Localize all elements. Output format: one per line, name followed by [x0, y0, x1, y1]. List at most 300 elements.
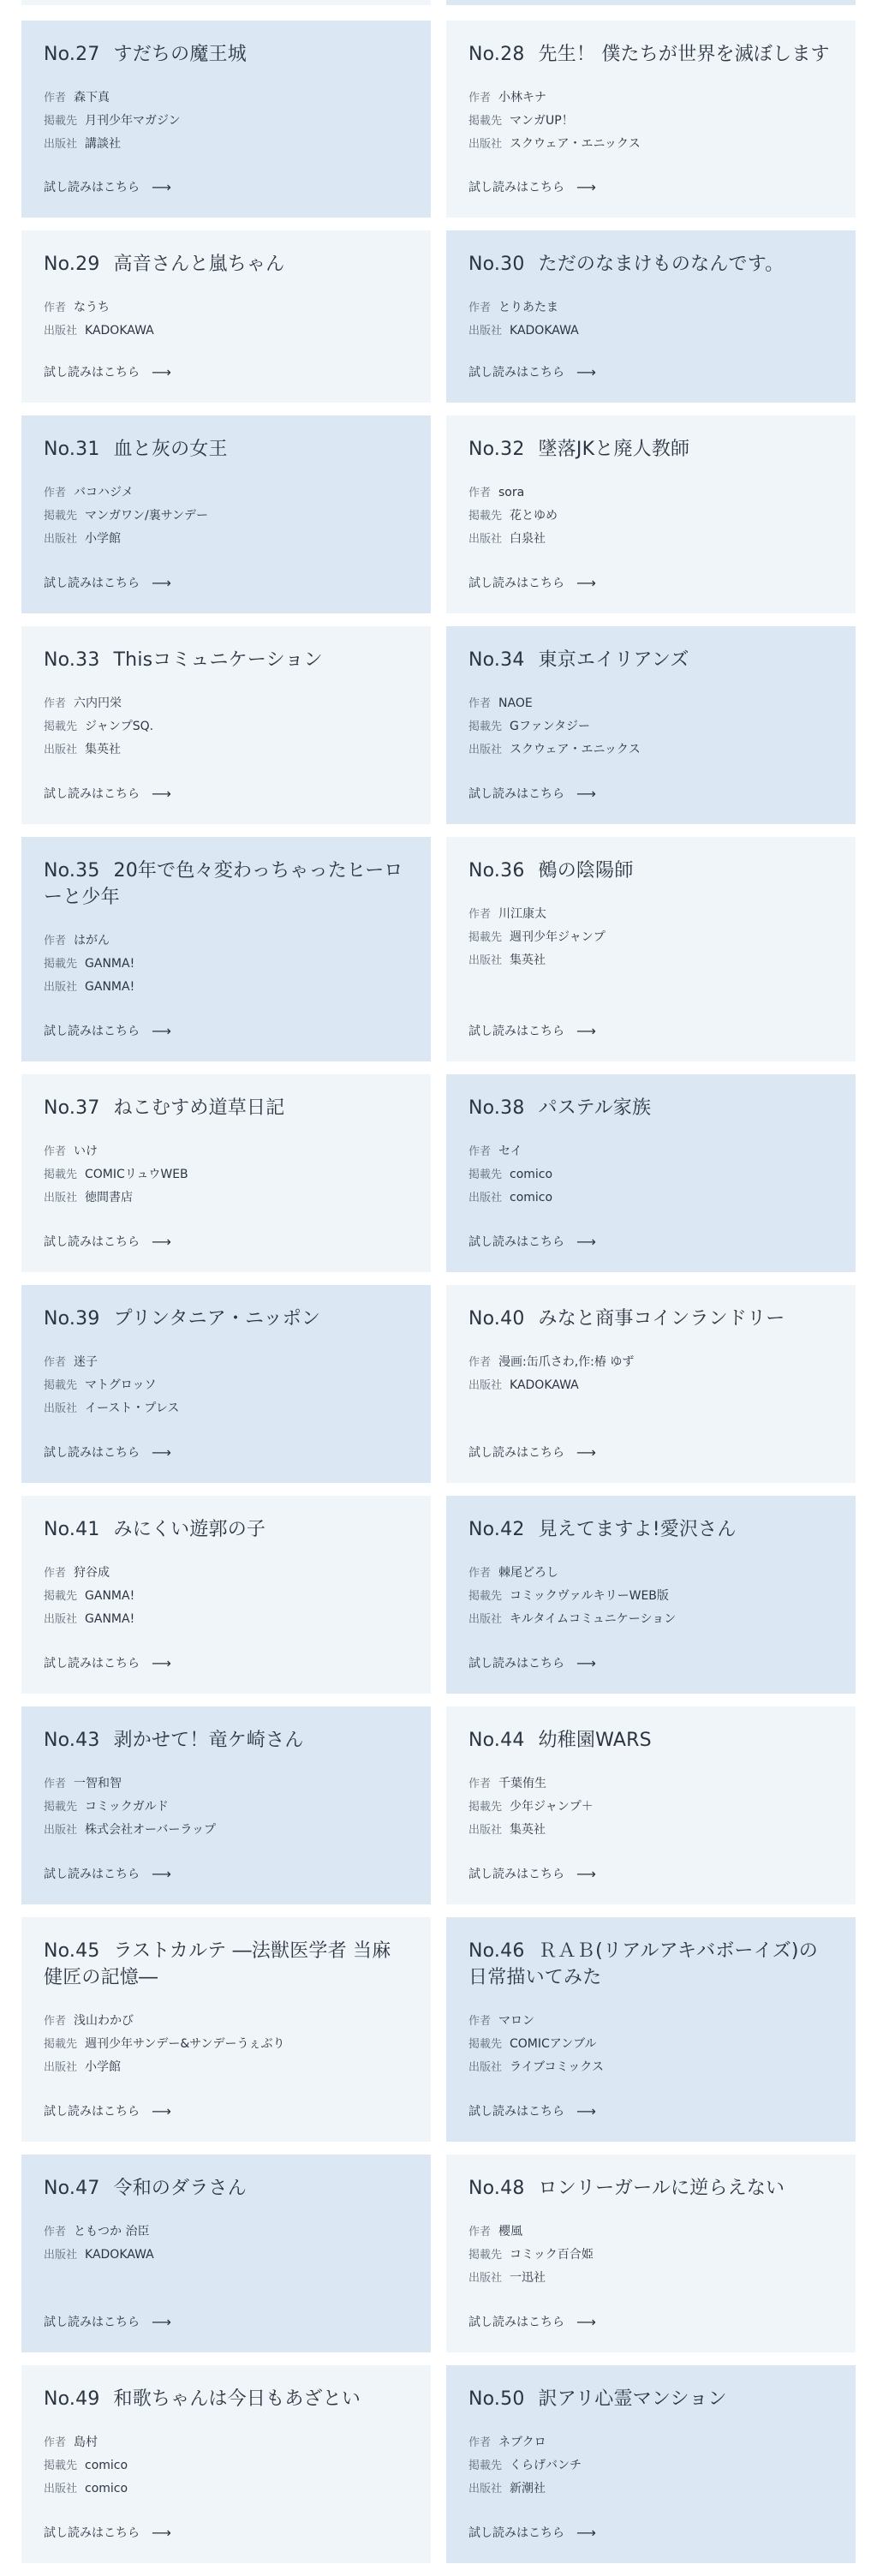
meta-value: 集英社 — [85, 743, 122, 756]
manga-card — [446, 837, 856, 1061]
meta-row — [468, 2244, 833, 2267]
meta-row — [44, 976, 409, 999]
trial-read-link[interactable] — [468, 1022, 596, 1039]
trial-read-label: 試し読みはこちら — [468, 181, 564, 194]
meta-value: 迷子 — [74, 1355, 98, 1369]
manga-number: No.30 — [468, 254, 525, 275]
meta-row — [468, 2220, 833, 2244]
meta-value: 小学館 — [85, 2060, 122, 2074]
meta-label: 出版社 — [468, 1613, 503, 1626]
meta-value: KADOKAWA — [85, 2248, 154, 2262]
manga-title-text: 剥かせて！竜ケ崎さん — [113, 1730, 304, 1751]
meta-label: 出版社 — [468, 1192, 503, 1204]
meta-value: スクウェア・エニックス — [510, 137, 641, 151]
meta-value: コミックヴァルキリーWEB版 — [510, 1589, 669, 1603]
meta-row — [468, 715, 833, 738]
meta-label: 掲載先 — [468, 1168, 503, 1181]
meta-label: 掲載先 — [468, 2249, 503, 2262]
card-row — [0, 1074, 877, 1272]
meta-label: 出版社 — [468, 325, 503, 338]
manga-title — [468, 1727, 833, 1754]
trial-read-label: 試し読みはこちら — [44, 2526, 140, 2540]
meta-value: NAOE — [498, 696, 533, 710]
meta-label: 作者 — [468, 1778, 492, 1790]
manga-title-text: ねこむすめ道草日記 — [113, 1097, 285, 1119]
card-row — [0, 21, 877, 218]
manga-number: No.33 — [44, 649, 100, 671]
meta-value: マンガワン/裏サンデー — [85, 509, 209, 523]
manga-card — [446, 1917, 856, 2142]
trial-read-link[interactable] — [44, 1233, 171, 1250]
meta-label: 掲載先 — [44, 2459, 78, 2472]
manga-card — [21, 415, 431, 613]
meta-value: comico — [510, 1168, 553, 1181]
manga-number: No.38 — [468, 1097, 525, 1119]
manga-card — [21, 2365, 431, 2563]
manga-title-text: 見えてますよ!愛沢さん — [538, 1519, 737, 1540]
meta-label: 出版社 — [44, 1402, 78, 1415]
meta-label: 出版社 — [44, 533, 78, 546]
trial-read-link[interactable] — [44, 363, 171, 380]
manga-card-grid — [0, 21, 877, 2576]
meta-label: 掲載先 — [44, 958, 78, 971]
meta-label: 作者 — [44, 487, 67, 499]
manga-number: No.37 — [44, 1097, 100, 1119]
manga-card — [446, 2155, 856, 2352]
meta-row — [468, 2431, 833, 2454]
manga-title — [468, 647, 833, 673]
meta-row — [468, 1772, 833, 1796]
meta-label: 出版社 — [44, 1824, 78, 1837]
trial-read-link[interactable] — [468, 2102, 596, 2119]
meta-row — [44, 1186, 409, 1210]
meta-row — [468, 296, 833, 320]
manga-card — [21, 2155, 431, 2352]
meta-row — [468, 2454, 833, 2477]
manga-card — [21, 1074, 431, 1272]
manga-card — [446, 1285, 856, 1483]
manga-title — [44, 251, 409, 278]
meta-label: 作者 — [44, 935, 67, 947]
manga-title-text: ロンリーガールに逆らえない — [538, 2178, 785, 2199]
manga-title-text: 高音さんと嵐ちゃん — [113, 254, 285, 275]
meta-value: コミックガルド — [85, 1800, 169, 1814]
meta-value: 森下真 — [74, 91, 110, 105]
manga-title-text: 先生！ 僕たちが世界を滅ぼします — [538, 44, 830, 65]
manga-number: No.28 — [468, 44, 525, 65]
trial-read-label: 試し読みはこちら — [44, 1446, 140, 1460]
meta-row — [44, 929, 409, 953]
meta-row — [44, 1140, 409, 1163]
meta-row — [468, 1796, 833, 1819]
manga-title-text: パステル家族 — [538, 1097, 652, 1119]
meta-row — [44, 505, 409, 528]
meta-row — [44, 2056, 409, 2079]
meta-label: 掲載先 — [44, 1379, 78, 1392]
arrow-right-icon: ⟶ — [576, 1233, 596, 1250]
meta-value: 新潮社 — [510, 2482, 546, 2495]
trial-read-label: 試し読みはこちら — [44, 1868, 140, 1881]
manga-number: No.50 — [468, 2388, 525, 2410]
meta-row — [44, 953, 409, 976]
meta-label: 出版社 — [468, 2061, 503, 2074]
meta-label: 出版社 — [44, 981, 78, 994]
arrow-right-icon: ⟶ — [152, 574, 171, 591]
meta-label: 掲載先 — [44, 510, 78, 523]
manga-title — [44, 2386, 409, 2412]
meta-label: 出版社 — [44, 2061, 78, 2074]
meta-value: 株式会社オーバーラップ — [85, 1823, 217, 1837]
manga-title-text: ラストカルテ ―法獣医学者 当麻健匠の記憶― — [44, 1940, 391, 1988]
manga-title-text: 墜落JKと廃人教師 — [538, 439, 690, 460]
meta-row — [44, 2010, 409, 2033]
manga-card — [446, 1706, 856, 1904]
meta-value: KADOKAWA — [510, 324, 579, 338]
meta-label: 掲載先 — [468, 720, 503, 733]
manga-title-text: 血と灰の女王 — [113, 439, 228, 460]
meta-label: 掲載先 — [44, 115, 78, 128]
meta-row — [44, 1374, 409, 1397]
meta-row — [44, 1397, 409, 1420]
meta-label: 作者 — [468, 2436, 492, 2449]
arrow-right-icon: ⟶ — [152, 178, 171, 195]
meta-label: 作者 — [468, 1356, 492, 1369]
meta-row — [468, 1562, 833, 1585]
meta-row — [44, 715, 409, 738]
manga-title — [468, 2175, 833, 2202]
meta-value: 漫画:缶爪さわ,作:椿 ゆず — [498, 1355, 635, 1369]
trial-read-link[interactable] — [468, 785, 596, 802]
meta-label: 出版社 — [468, 2483, 503, 2495]
manga-card — [21, 1706, 431, 1904]
trial-read-link[interactable] — [468, 2313, 596, 2330]
manga-title — [44, 1727, 409, 1754]
meta-label: 作者 — [44, 1778, 67, 1790]
meta-label: 出版社 — [44, 2483, 78, 2495]
manga-number: No.48 — [468, 2178, 525, 2199]
manga-card — [21, 21, 431, 218]
trial-read-label: 試し読みはこちら — [44, 1025, 140, 1038]
trial-read-link[interactable] — [468, 2524, 596, 2541]
meta-value: 週刊少年サンデー&サンデーうぇぶり — [85, 2037, 285, 2051]
meta-label: 作者 — [44, 302, 67, 314]
arrow-right-icon: ⟶ — [152, 1443, 171, 1461]
trial-read-link[interactable] — [44, 1654, 171, 1671]
meta-value: 六内円栄 — [74, 696, 122, 710]
meta-row — [468, 903, 833, 926]
trial-read-link[interactable] — [44, 1022, 171, 1039]
manga-number: No.49 — [44, 2388, 100, 2410]
trial-read-link[interactable] — [44, 2313, 171, 2330]
card-row — [0, 415, 877, 613]
meta-label: 出版社 — [468, 2272, 503, 2285]
meta-value: バコハジメ — [74, 486, 134, 499]
meta-row — [468, 87, 833, 110]
trial-read-link[interactable] — [468, 1443, 596, 1461]
meta-label: 作者 — [44, 2436, 67, 2449]
manga-number: No.40 — [468, 1308, 525, 1330]
meta-value: 集英社 — [510, 953, 546, 967]
meta-value: マトグロッソ — [85, 1378, 157, 1392]
manga-card — [21, 1917, 431, 2142]
card-row — [0, 837, 877, 1061]
meta-value: 集英社 — [510, 1823, 546, 1837]
arrow-right-icon: ⟶ — [152, 363, 171, 380]
meta-row — [44, 692, 409, 715]
meta-label: 掲載先 — [468, 115, 503, 128]
meta-row — [468, 926, 833, 949]
card-row — [0, 1496, 877, 1694]
trial-read-label: 試し読みはこちら — [44, 1235, 140, 1249]
manga-title — [468, 1095, 833, 1121]
meta-label: 掲載先 — [44, 720, 78, 733]
manga-title-text: みなと商事コインランドリー — [538, 1308, 785, 1330]
meta-row — [44, 2244, 409, 2267]
trial-read-link[interactable] — [468, 363, 596, 380]
trial-read-link[interactable] — [468, 1233, 596, 1250]
trial-read-label: 試し読みはこちら — [44, 577, 140, 590]
manga-title — [468, 1516, 833, 1543]
manga-number: No.36 — [468, 860, 525, 882]
meta-value: 島村 — [74, 2436, 98, 2449]
trial-read-link[interactable] — [468, 574, 596, 591]
meta-label: 作者 — [44, 2226, 67, 2238]
meta-label: 掲載先 — [44, 1590, 78, 1603]
manga-number: No.45 — [44, 1940, 100, 1962]
manga-title — [468, 251, 833, 278]
manga-number: No.29 — [44, 254, 100, 275]
arrow-right-icon: ⟶ — [152, 1233, 171, 1250]
card-row — [0, 2155, 877, 2352]
arrow-right-icon: ⟶ — [576, 574, 596, 591]
meta-label: 作者 — [44, 1567, 67, 1580]
trial-read-label: 試し読みはこちら — [468, 2316, 564, 2329]
meta-row — [44, 481, 409, 505]
meta-row — [44, 2220, 409, 2244]
manga-number: No.44 — [468, 1730, 525, 1751]
manga-title-text: ただのなまけものなんです。 — [538, 254, 785, 275]
meta-row — [44, 2033, 409, 2056]
meta-label: 作者 — [468, 2015, 492, 2028]
meta-value: ネブクロ — [498, 2436, 546, 2449]
card-row — [0, 626, 877, 824]
meta-value: 一迅社 — [510, 2271, 546, 2285]
manga-title — [468, 1306, 833, 1332]
arrow-right-icon: ⟶ — [576, 785, 596, 802]
meta-label: 出版社 — [44, 138, 78, 151]
meta-value: 川江康太 — [498, 907, 547, 921]
meta-value: comico — [85, 2482, 128, 2495]
arrow-right-icon: ⟶ — [152, 1022, 171, 1039]
meta-row — [44, 296, 409, 320]
meta-row — [468, 2267, 833, 2290]
meta-value: ともつか 治臣 — [74, 2225, 150, 2238]
meta-label: 出版社 — [44, 325, 78, 338]
manga-card — [446, 21, 856, 218]
meta-value: イースト・プレス — [85, 1402, 180, 1415]
manga-title — [44, 1938, 409, 1991]
manga-title — [468, 41, 833, 68]
manga-title-text: 20年で色々変わっちゃったヒーローと少年 — [44, 860, 403, 908]
meta-label: 作者 — [44, 1145, 67, 1158]
meta-row — [468, 505, 833, 528]
trial-read-label: 試し読みはこちら — [44, 366, 140, 380]
meta-label: 掲載先 — [468, 2038, 503, 2051]
trial-read-link[interactable] — [44, 178, 171, 195]
previous-card-edge-left — [21, 0, 431, 5]
meta-value: 花とゆめ — [510, 509, 558, 523]
meta-row — [44, 320, 409, 343]
meta-label: 出版社 — [44, 744, 78, 756]
manga-card — [446, 1496, 856, 1694]
meta-label: 掲載先 — [44, 1801, 78, 1814]
meta-row — [468, 738, 833, 762]
manga-title — [44, 1095, 409, 1121]
meta-row — [44, 110, 409, 133]
manga-number: No.39 — [44, 1308, 100, 1330]
trial-read-label: 試し読みはこちら — [468, 787, 564, 801]
meta-label: 作者 — [44, 92, 67, 105]
meta-value: sora — [498, 486, 525, 499]
trial-read-link[interactable] — [44, 2102, 171, 2119]
meta-row — [44, 738, 409, 762]
meta-value: 少年ジャンプ＋ — [510, 1800, 594, 1814]
meta-value: はがん — [74, 934, 110, 947]
trial-read-link[interactable] — [468, 178, 596, 195]
trial-read-link[interactable] — [44, 574, 171, 591]
trial-read-label: 試し読みはこちら — [44, 181, 140, 194]
meta-row — [468, 2033, 833, 2056]
arrow-right-icon: ⟶ — [576, 178, 596, 195]
trial-read-link[interactable] — [468, 1654, 596, 1671]
manga-title — [44, 1516, 409, 1543]
meta-label: 作者 — [468, 302, 492, 314]
meta-value: マロン — [498, 2014, 535, 2028]
arrow-right-icon: ⟶ — [576, 1865, 596, 1882]
manga-number: No.42 — [468, 1519, 525, 1540]
trial-read-link[interactable] — [468, 1865, 596, 1882]
meta-label: 掲載先 — [468, 931, 503, 944]
meta-value: GANMA! — [85, 957, 135, 971]
trial-read-link[interactable] — [44, 2524, 171, 2541]
manga-title — [44, 858, 409, 911]
manga-number: No.46 — [468, 1940, 525, 1962]
meta-label: 掲載先 — [44, 1168, 78, 1181]
meta-value: 浅山わかび — [74, 2014, 134, 2028]
meta-value: 講談社 — [85, 137, 122, 151]
meta-label: 掲載先 — [468, 1590, 503, 1603]
trial-read-label: 試し読みはこちら — [468, 2526, 564, 2540]
meta-row — [468, 110, 833, 133]
manga-number: No.35 — [44, 860, 100, 882]
meta-value: 一智和智 — [74, 1777, 122, 1790]
meta-value: KADOKAWA — [85, 324, 154, 338]
trial-read-label: 試し読みはこちら — [468, 1446, 564, 1460]
meta-value: 千葉侑生 — [498, 1777, 547, 1790]
meta-row — [44, 133, 409, 156]
meta-label: 掲載先 — [468, 2459, 503, 2472]
trial-read-link[interactable] — [44, 785, 171, 802]
meta-value: セイ — [498, 1145, 522, 1158]
manga-card — [21, 837, 431, 1061]
meta-row — [468, 2010, 833, 2033]
manga-title-text: 令和のダラさん — [113, 2178, 247, 2199]
meta-value: 週刊少年ジャンプ — [510, 930, 606, 944]
meta-label: 出版社 — [468, 533, 503, 546]
previous-row-edge — [0, 0, 877, 21]
manga-card — [21, 1285, 431, 1483]
meta-row — [44, 2454, 409, 2477]
meta-label: 作者 — [468, 908, 492, 921]
meta-row — [468, 481, 833, 505]
card-row — [0, 1917, 877, 2142]
meta-label: 掲載先 — [468, 510, 503, 523]
trial-read-link[interactable] — [44, 1443, 171, 1461]
trial-read-label: 試し読みはこちら — [468, 1235, 564, 1249]
meta-label: 出版社 — [44, 1192, 78, 1204]
meta-value: GANMA! — [85, 1612, 135, 1626]
trial-read-link[interactable] — [44, 1865, 171, 1882]
arrow-right-icon: ⟶ — [576, 2313, 596, 2330]
meta-row — [468, 2056, 833, 2079]
manga-number: No.32 — [468, 439, 525, 460]
meta-row — [44, 1163, 409, 1186]
meta-label: 作者 — [468, 1145, 492, 1158]
manga-title-text: プリンタニア・ニッポン — [113, 1308, 321, 1330]
manga-card — [21, 230, 431, 403]
meta-row — [44, 2477, 409, 2501]
trial-read-label: 試し読みはこちら — [468, 2105, 564, 2119]
meta-value: キルタイムコミュニケーション — [510, 1612, 677, 1626]
meta-row — [468, 1608, 833, 1631]
meta-label: 掲載先 — [468, 1801, 503, 1814]
meta-label: 出版社 — [468, 1379, 503, 1392]
arrow-right-icon: ⟶ — [152, 2102, 171, 2119]
manga-card — [21, 626, 431, 824]
manga-card — [446, 2365, 856, 2563]
meta-row — [468, 320, 833, 343]
manga-number: No.27 — [44, 44, 100, 65]
meta-value: 狩谷成 — [74, 1566, 110, 1580]
manga-title — [44, 436, 409, 463]
meta-label: 出版社 — [468, 954, 503, 967]
meta-row — [44, 87, 409, 110]
arrow-right-icon: ⟶ — [576, 1654, 596, 1671]
manga-card — [446, 626, 856, 824]
meta-value: 小学館 — [85, 532, 122, 546]
meta-value: GANMA! — [85, 1589, 135, 1603]
meta-row — [44, 1351, 409, 1374]
manga-title — [468, 2386, 833, 2412]
manga-title-text: みにくい遊郭の子 — [113, 1519, 266, 1540]
meta-row — [468, 1585, 833, 1608]
meta-label: 出版社 — [468, 1824, 503, 1837]
meta-row — [468, 949, 833, 972]
manga-title-text: 幼稚園WARS — [538, 1730, 652, 1751]
manga-title — [468, 436, 833, 463]
meta-label: 作者 — [468, 2226, 492, 2238]
meta-label: 作者 — [44, 697, 67, 710]
meta-value: とりあたま — [498, 301, 559, 314]
meta-row — [44, 528, 409, 551]
meta-value: 小林キナ — [498, 91, 547, 105]
meta-value: コミック百合姫 — [510, 2248, 594, 2262]
arrow-right-icon: ⟶ — [576, 363, 596, 380]
manga-title-text: ＲＡＢ(リアルアキバボーイズ)の日常描いてみた — [468, 1940, 818, 1988]
trial-read-label: 試し読みはこちら — [468, 577, 564, 590]
manga-title-text: 東京エイリアンズ — [538, 649, 689, 671]
meta-value: いけ — [74, 1145, 98, 1158]
